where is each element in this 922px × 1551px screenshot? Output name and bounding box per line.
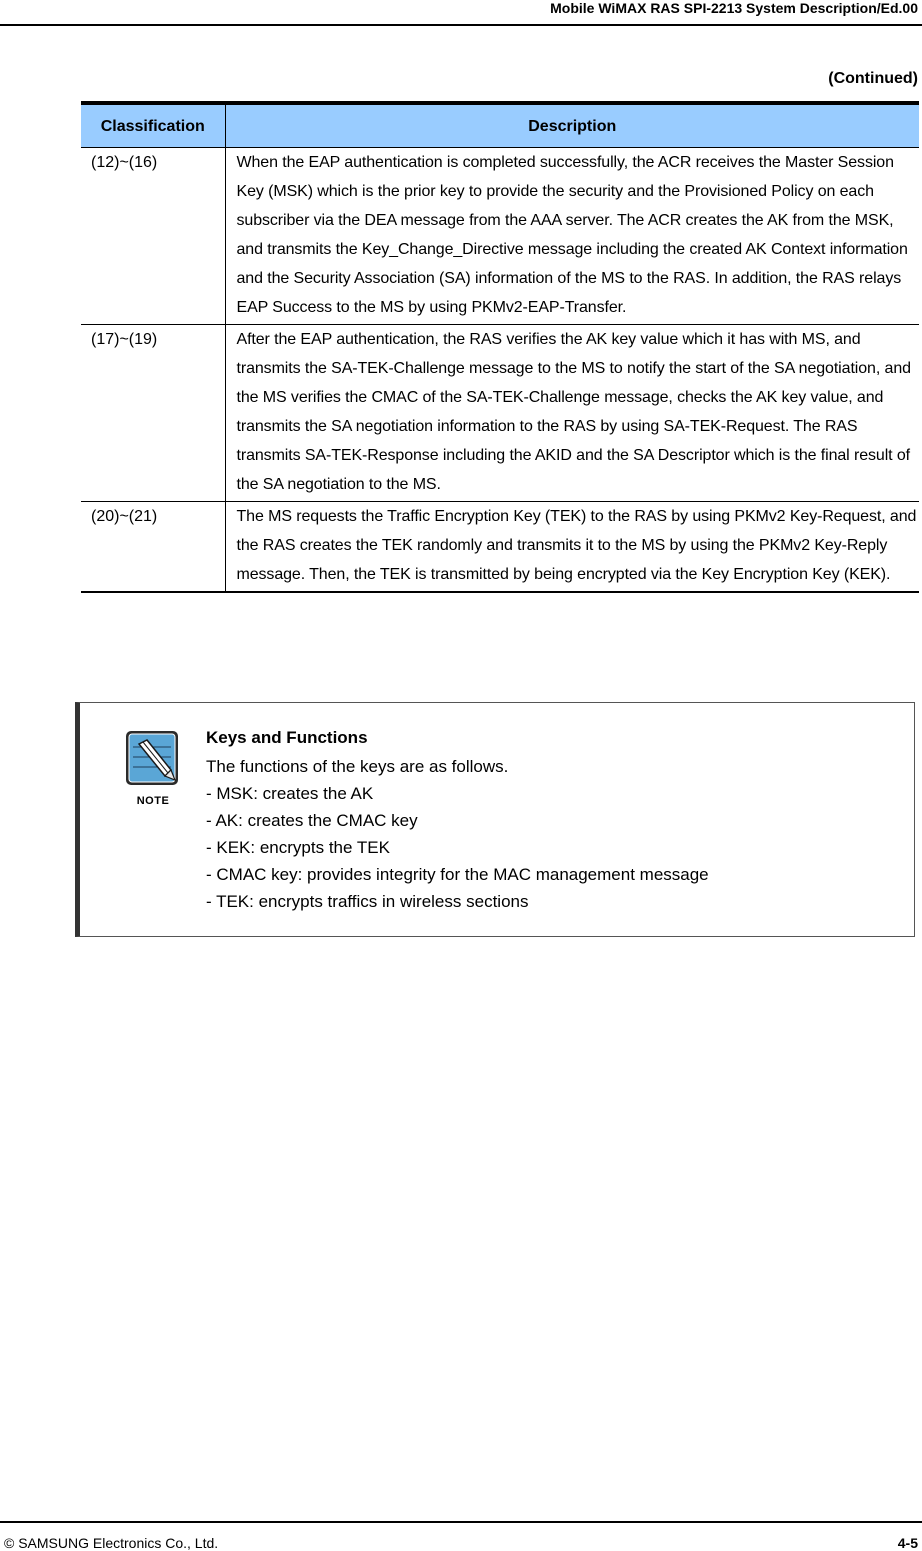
note-line: - CMAC key: provides integrity for the MAC management message xyxy=(206,865,709,884)
classification-cell xyxy=(81,502,225,593)
description-cell xyxy=(225,325,919,502)
note-line: - KEK: encrypts the TEK xyxy=(206,838,390,857)
footer-copyright: © SAMSUNG Electronics Co., Ltd. xyxy=(4,1535,219,1551)
description-text: When the EAP authentication is completed successfully, the ACR receives the Master Session Key (MSK) which is the prior key to provide the security and the Provisioned Policy on each subscriber via the DEA message from the AAA server. The ACR creates the AK from the MSK, and transmits the Key_Change_Directive message including the created AK Context information and the Security Association (SA) information of the MS to the RAS. In addition, the RAS relays EAP Success to the MS by using PKMv2-EAP-Transfer. xyxy=(236,154,908,316)
note-line: - TEK: encrypts traffics in wireless sections xyxy=(206,892,529,911)
table-header-row xyxy=(81,103,919,148)
table-row xyxy=(81,502,919,593)
description-text: The MS requests the Traffic Encryption Key (TEK) to the RAS by using PKMv2 Key-Request, and the RAS creates the TEK randomly and transmits it to the MS by using the PKMv2 Key-Reply message. Then, the TEK is transmitted by being encrypted via the Key Encryption Key (KEK). xyxy=(236,508,917,583)
classification-text: (20)~(21) xyxy=(91,508,158,525)
table-row xyxy=(81,148,919,325)
classification-text: (17)~(19) xyxy=(91,331,158,348)
note-content xyxy=(206,724,709,915)
note-title: Keys and Functions xyxy=(206,728,368,747)
classification-text: (12)~(16) xyxy=(91,154,158,171)
continued-label: (Continued) xyxy=(828,70,918,87)
note-pencil-icon xyxy=(125,730,179,786)
description-cell xyxy=(225,148,919,325)
column-header-classification: Classification xyxy=(81,103,225,148)
classification-cell xyxy=(81,148,225,325)
footer-divider xyxy=(0,1521,922,1523)
note-line: - MSK: creates the AK xyxy=(206,784,374,803)
column-header-description: Description xyxy=(225,103,919,148)
document-header-title: Mobile WiMAX RAS SPI-2213 System Description/Ed.00 xyxy=(550,0,918,16)
classification-cell xyxy=(81,325,225,502)
note-line: The functions of the keys are as follows. xyxy=(206,757,509,776)
note-line: - AK: creates the CMAC key xyxy=(206,811,418,830)
description-text: After the EAP authentication, the RAS verifies the AK key value which it has with MS, and transmits the SA-TEK-Challenge message to the MS to notify the start of the SA negotiation, and the MS verifies the CMAC of the SA-TEK-Challenge message, checks the AK key value, and transmits the SA negotiation information to the RAS by using SA-TEK-Request. The RAS transmits SA-TEK-Response including the AKID and the SA Descriptor which is the final result of the SA negotiation to the MS. xyxy=(236,331,911,493)
table-row xyxy=(81,325,919,502)
note-icon-label: NOTE xyxy=(136,795,170,807)
page-number: 4-5 xyxy=(897,1535,918,1551)
header-divider xyxy=(0,24,922,26)
description-cell xyxy=(225,502,919,593)
note-box xyxy=(75,702,915,937)
classification-table xyxy=(81,101,919,593)
